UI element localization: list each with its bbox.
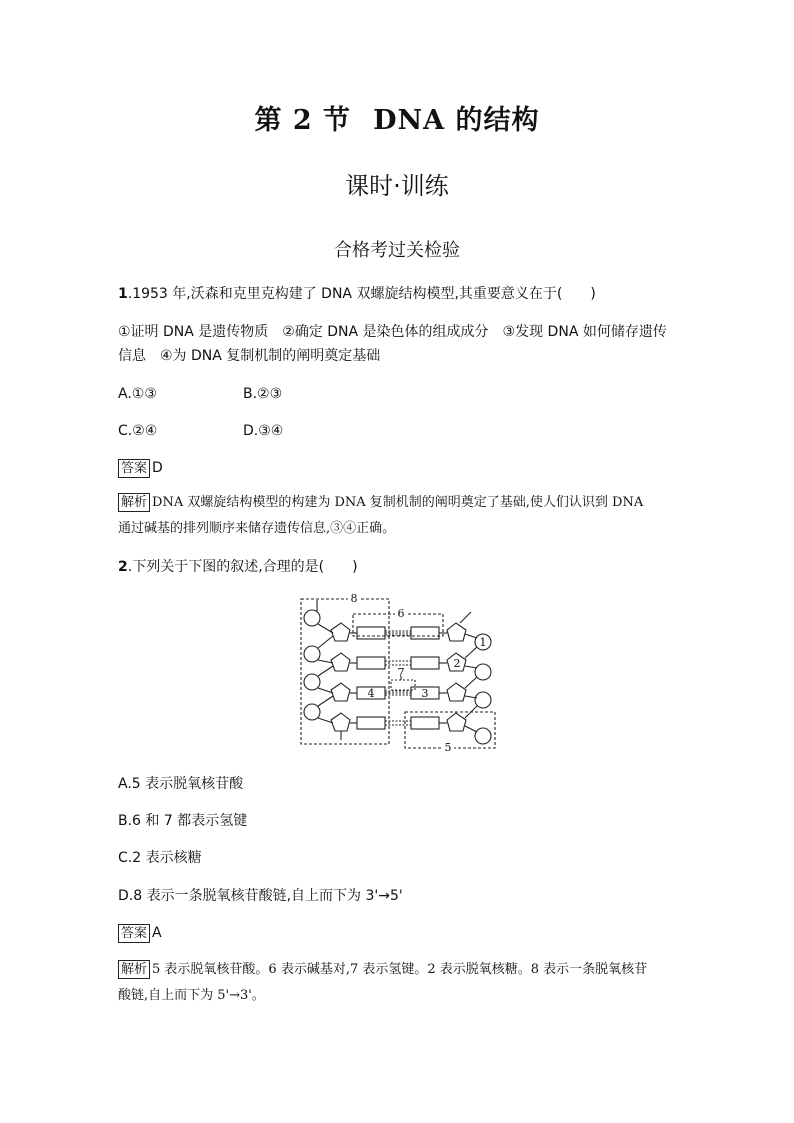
phosphate-circle [304,646,320,662]
q2-option-a: A.5 表示脱氧核苷酸 [118,776,244,792]
q1-statements-line2: 信息 ④为 DNA 复制机制的阐明奠定基础 [118,348,381,364]
q1-analysis-tag: 解析 [118,493,150,512]
q1-analysis-line2: 通过碱基的排列顺序来储存遗传信息,③④正确。 [118,521,396,536]
q2-answer [118,923,162,943]
q1-answer-tag: 答案 [118,459,150,478]
q1-number: 1 [118,286,128,302]
phosphate-circle [475,664,491,680]
base-box [411,657,439,669]
q2-analysis-line1: 5 表示脱氧核苷酸。6 表示碱基对,7 表示氢键。2 表示脱氧核糖。8 表示一条脱氧核苷 [152,962,648,977]
q1-analysis [118,490,688,542]
q2-option-b: B.6 和 7 都表示氢键 [118,813,248,829]
q2-analysis [118,957,688,1009]
sugar-pentagon [447,683,466,701]
q2-number: 2 [118,559,128,575]
page-title [0,98,794,137]
phosphate-circle [304,610,320,626]
q2-analysis-tag: 解析 [118,960,150,979]
label-6: 6 [397,607,405,620]
base-box [411,717,439,729]
base-box [357,657,385,669]
q2-stem-text: .下列关于下图的叙述,合理的是( ) [127,559,358,575]
sugar-pentagon [331,683,350,701]
q1-stem [118,284,596,304]
label-7: 7 [397,666,405,679]
label-5: 5 [444,741,452,754]
base-box [357,627,385,639]
sugar-pentagon [331,653,350,671]
q1-answer [118,458,163,478]
phosphate-circle [304,704,320,720]
base-box [357,717,385,729]
q2-option-c: C.2 表示核糖 [118,850,202,866]
q1-option-c: C.②④ [118,423,158,439]
label-2: 2 [453,657,461,670]
q2-stem [118,557,358,577]
phosphate-circle [475,728,491,744]
label-3: 3 [421,687,429,700]
dna-structure-diagram [295,590,500,755]
title-section-number: 第 2 节 [254,105,352,136]
q2-answer-value: A [152,925,162,941]
phosphate-circle [475,692,491,708]
phosphate-circle [304,674,320,690]
q1-option-a: A.①③ [118,386,157,402]
q1-option-b: B.②③ [243,386,283,402]
sugar-pentagon [447,713,466,731]
q2-answer-tag: 答案 [118,924,150,943]
sugar-pentagon [447,623,466,641]
q1-answer-value: D [152,460,163,476]
q2-analysis-line2: 酸链,自上而下为 5'→3'。 [118,988,265,1003]
sugar-pentagon [331,713,350,731]
page-subtitle: 课时·训练 [345,172,449,200]
label-8: 8 [350,592,358,605]
section-heading: 合格考过关检验 [334,240,460,261]
q2-option-d: D.8 表示一条脱氧核苷酸链,自上而下为 3'→5' [118,888,403,904]
title-topic: DNA 的结构 [373,105,540,136]
q1-option-d: D.③④ [243,423,284,439]
base-box [411,627,439,639]
label-1: 1 [479,636,487,649]
q1-statements-line1: ①证明 DNA 是遗传物质 ②确定 DNA 是染色体的组成成分 ③发现 DNA 如何储存遗传 [118,324,667,340]
sugar-pentagon [331,623,350,641]
q1-stem-text: .1953 年,沃森和克里克构建了 DNA 双螺旋结构模型,其重要意义在于( ) [127,286,596,302]
q1-analysis-line1: DNA 双螺旋结构模型的构建为 DNA 复制机制的阐明奠定了基础,使人们认识到 DNA [152,495,644,510]
label-4: 4 [367,687,375,700]
